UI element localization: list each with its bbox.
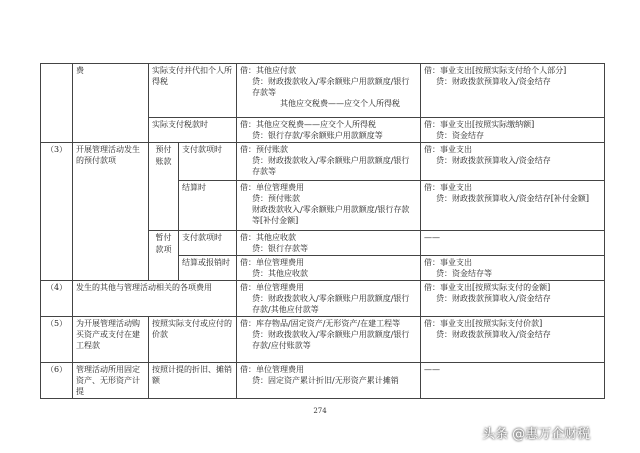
financial-entry-cell [237, 317, 421, 363]
entry-line: 借：其他应交税费——应交个人所得税 [240, 120, 376, 129]
entry-line: 借：事业支出 [424, 258, 472, 267]
entry-line: 贷：银行存款/零余额账户用款额度等 [252, 131, 383, 140]
watermark-text: 头条 @惠万企财税 [482, 426, 591, 442]
entry-line: 财政拨款收入/零余额账户用款额度/银行存款等[补付金额] [252, 205, 410, 225]
entry-line: 贷：财政拨款预算收入/资金结存[补付金额] [436, 194, 589, 203]
entry-line: 贷：其他应收款 [252, 269, 308, 278]
item-desc-cell: 管理活动所用固定资产、无形资产计提 [73, 363, 149, 399]
page-number: 274 [313, 407, 327, 415]
condition-cell: 支付款项时 [179, 143, 237, 181]
condition-cell: 结算或报销时 [179, 256, 237, 281]
item-desc-cell: 费 [73, 64, 149, 143]
entry-line: 贷：固定资产累计折旧/无形资产累计摊销 [252, 376, 399, 385]
entry-line: 贷：财政拨款预算收入/资金结存 [436, 294, 551, 303]
item-desc-cell: 为开展管理活动购买资产或支付在建工程款 [73, 317, 149, 363]
entry-line: 贷：资金结存等 [436, 269, 492, 278]
budget-entry-cell [421, 256, 605, 281]
seq-cell: （3） [41, 143, 73, 281]
condition-cell: 按照实际支付或应付的价款 [149, 317, 237, 363]
subcategory-cell: 预付账款 [149, 143, 179, 231]
financial-entry-cell [237, 363, 421, 399]
entry-line: 贷：财政拨款预算收入/资金结存 [436, 330, 551, 339]
table-row [41, 281, 605, 317]
table-row [41, 363, 605, 399]
financial-entry-cell [237, 281, 421, 317]
financial-entry-cell [237, 118, 421, 143]
entry-line: 借：事业支出[按照实际支付价款] [424, 319, 543, 328]
budget-entry-cell [421, 181, 605, 231]
financial-entry-cell [237, 181, 421, 231]
financial-entry-cell [237, 256, 421, 281]
budget-entry-cell [421, 143, 605, 181]
condition-cell: 结算时 [179, 181, 237, 231]
entry-line: 借：单位管理费用 [240, 183, 304, 192]
seq-cell [41, 64, 73, 143]
financial-entry-cell [237, 231, 421, 256]
entry-line: 借：单位管理费用 [240, 365, 304, 374]
entry-line: 贷：银行存款等 [252, 244, 308, 253]
item-desc-cell: 开展管理活动发生的预付款项 [73, 143, 149, 281]
table-row [41, 143, 605, 181]
condition-cell: 支付款项时 [179, 231, 237, 256]
table-row [41, 317, 605, 363]
entry-line: 借：事业支出[按照实际支付给个人部分] [424, 66, 567, 75]
entry-line: —— [424, 365, 440, 374]
entry-line: 借：其他应付款 [240, 66, 296, 75]
entry-line: 借：单位管理费用 [240, 258, 304, 267]
entry-line: 贷：预付账款 [252, 194, 300, 203]
item-desc-cell: 发生的其他与管理活动相关的各项费用 [73, 281, 237, 317]
entry-line: 贷：财政拨款收入/零余额账户用款额度/银行存款等 [252, 156, 410, 176]
subcategory-cell: 暂付款项 [149, 231, 179, 281]
entry-line: 借：其他应收款 [240, 233, 296, 242]
condition-cell: 按照计提的折旧、摊销额 [149, 363, 237, 399]
condition-cell: 实际支付税款时 [149, 118, 237, 143]
condition-cell: 实际支付并代扣个人所得税 [149, 64, 237, 118]
entry-line: 贷：财政拨款收入/零余额账户用款额度/银行存款等 [252, 77, 410, 97]
entry-line: 借：预付账款 [240, 145, 288, 154]
entry-line: 贷：财政拨款预算收入/资金结存 [436, 77, 551, 86]
entry-line: 其他应交税费——应交个人所得税 [280, 99, 400, 108]
watermark [482, 421, 590, 443]
budget-entry-cell [421, 281, 605, 317]
budget-entry-cell [421, 363, 605, 399]
entry-line: 借：事业支出[按照实际支付的金额] [424, 283, 551, 292]
entry-line: 贷：财政拨款预算收入/资金结存 [436, 156, 551, 165]
financial-entry-cell [237, 64, 421, 118]
entry-line: 借：事业支出 [424, 183, 472, 192]
seq-cell: （4） [41, 281, 73, 317]
entry-line: —— [424, 233, 440, 242]
table-row [41, 64, 605, 118]
budget-entry-cell [421, 118, 605, 143]
entry-line: 借：事业支出 [424, 145, 472, 154]
entry-line: 借：事业支出[按照实际缴纳额] [424, 120, 535, 129]
budget-entry-cell [421, 317, 605, 363]
entry-line: 贷：财政拨款收入/零余额账户用款额度/银行存款/应付账款等 [252, 330, 410, 350]
seq-cell: （6） [41, 363, 73, 399]
budget-entry-cell [421, 64, 605, 118]
budget-entry-cell [421, 231, 605, 256]
entry-line: 借：库存物品/固定资产/无形资产/在建工程等 [240, 319, 401, 328]
seq-cell: （5） [41, 317, 73, 363]
accounting-entries-table [40, 63, 605, 399]
entry-line: 贷：资金结存 [436, 131, 484, 140]
entry-line: 贷：财政拨款收入/零余额账户用款额度/银行存款/其他应付款等 [252, 294, 410, 314]
entry-line: 借：单位管理费用 [240, 283, 304, 292]
financial-entry-cell [237, 143, 421, 181]
